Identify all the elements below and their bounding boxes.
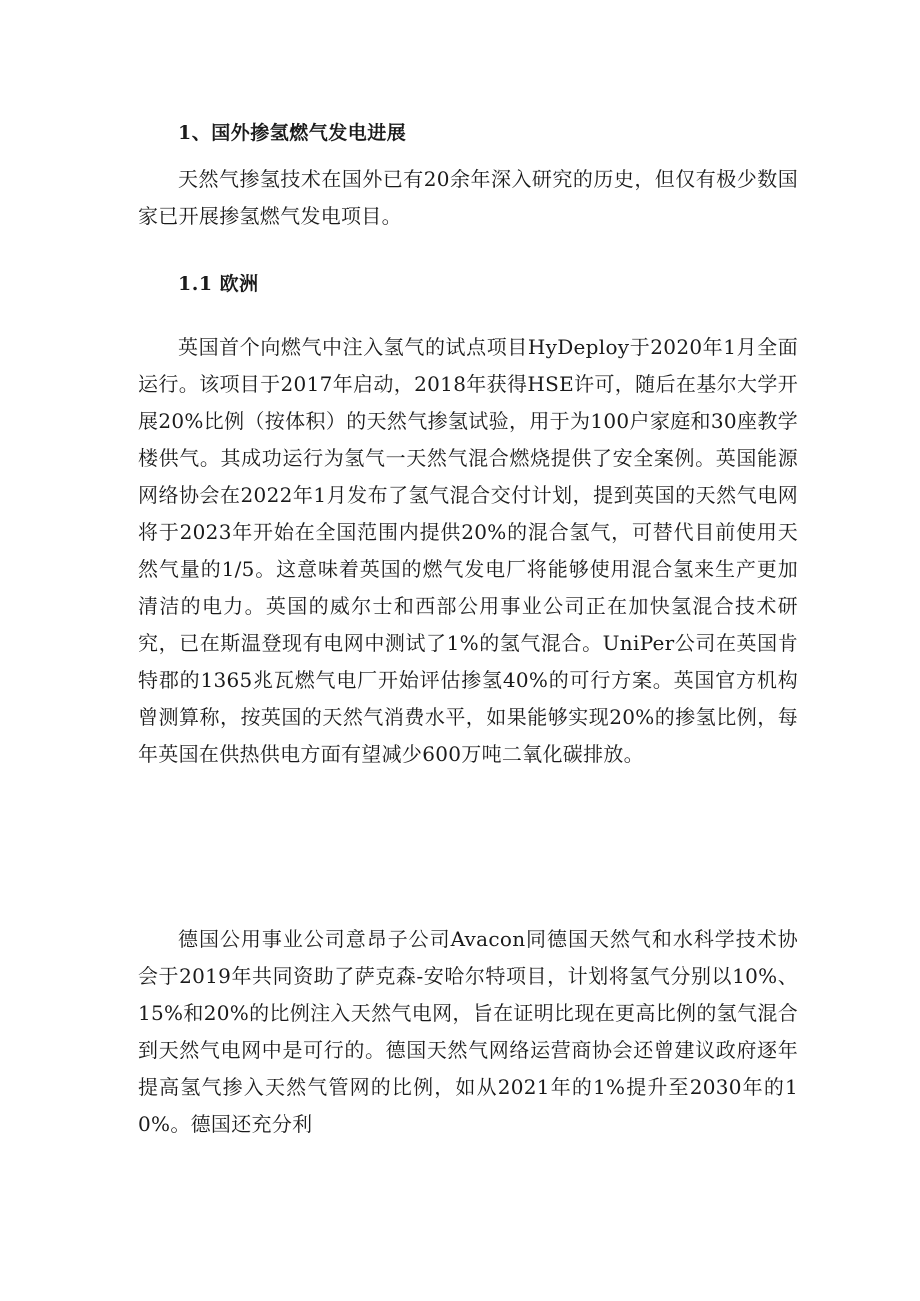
intro-paragraph: 天然气掺氢技术在国外已有20余年深入研究的历史，但仅有极少数国家已开展掺氢燃气发电项目。 (138, 167, 798, 228)
subsection-heading: 1.1 欧洲 (178, 273, 259, 295)
germany-paragraph: 德国公用事业公司意昂子公司Avacon同德国天然气和水科学技术协会于2019年共同资助了萨克森-安哈尔特项目，计划将氢气分别以10%、15%和20%的比例注入天然气电网，旨在证明比现在更高比例的氢气混合到天然气电网中是可行的。德国天然气网络运营商协会还曾建议政府逐年提高氢气掺入天然气管网的比例，如从2021年的1%提升至2030年的10%。德国还充分利 (138, 927, 798, 1136)
uk-paragraph: 英国首个向燃气中注入氢气的试点项目HyDeploy于2020年1月全面运行。该项目于2017年启动，2018年获得HSE许可，随后在基尔大学开展20%比例（按体积）的天然气掺氢试验，用于为100户家庭和30座教学楼供气。其成功运行为氢气一天然气混合燃烧提供了安全案例。英国能源网络协会在2022年1月发布了氢气混合交付计划，提到英国的天然气电网将于2023年开始在全国范围内提供20%的混合氢气，可替代目前使用天然气量的1/5。这意味着英国的燃气发电厂将能够使用混合氢来生产更加清洁的电力。英国的威尔士和西部公用事业公司正在加快氢混合技术研究，已在斯温登现有电网中测试了1%的氢气混合。UniPer公司在英国肯特郡的1365兆瓦燃气电厂开始评估掺氢40%的可行方案。英国官方机构曾测算称，按英国的天然气消费水平，如果能够实现20%的掺氢比例，每年英国在供热供电方面有望减少600万吨二氧化碳排放。 (138, 335, 798, 766)
section-heading: 1、国外掺氢燃气发电进展 (178, 122, 407, 144)
